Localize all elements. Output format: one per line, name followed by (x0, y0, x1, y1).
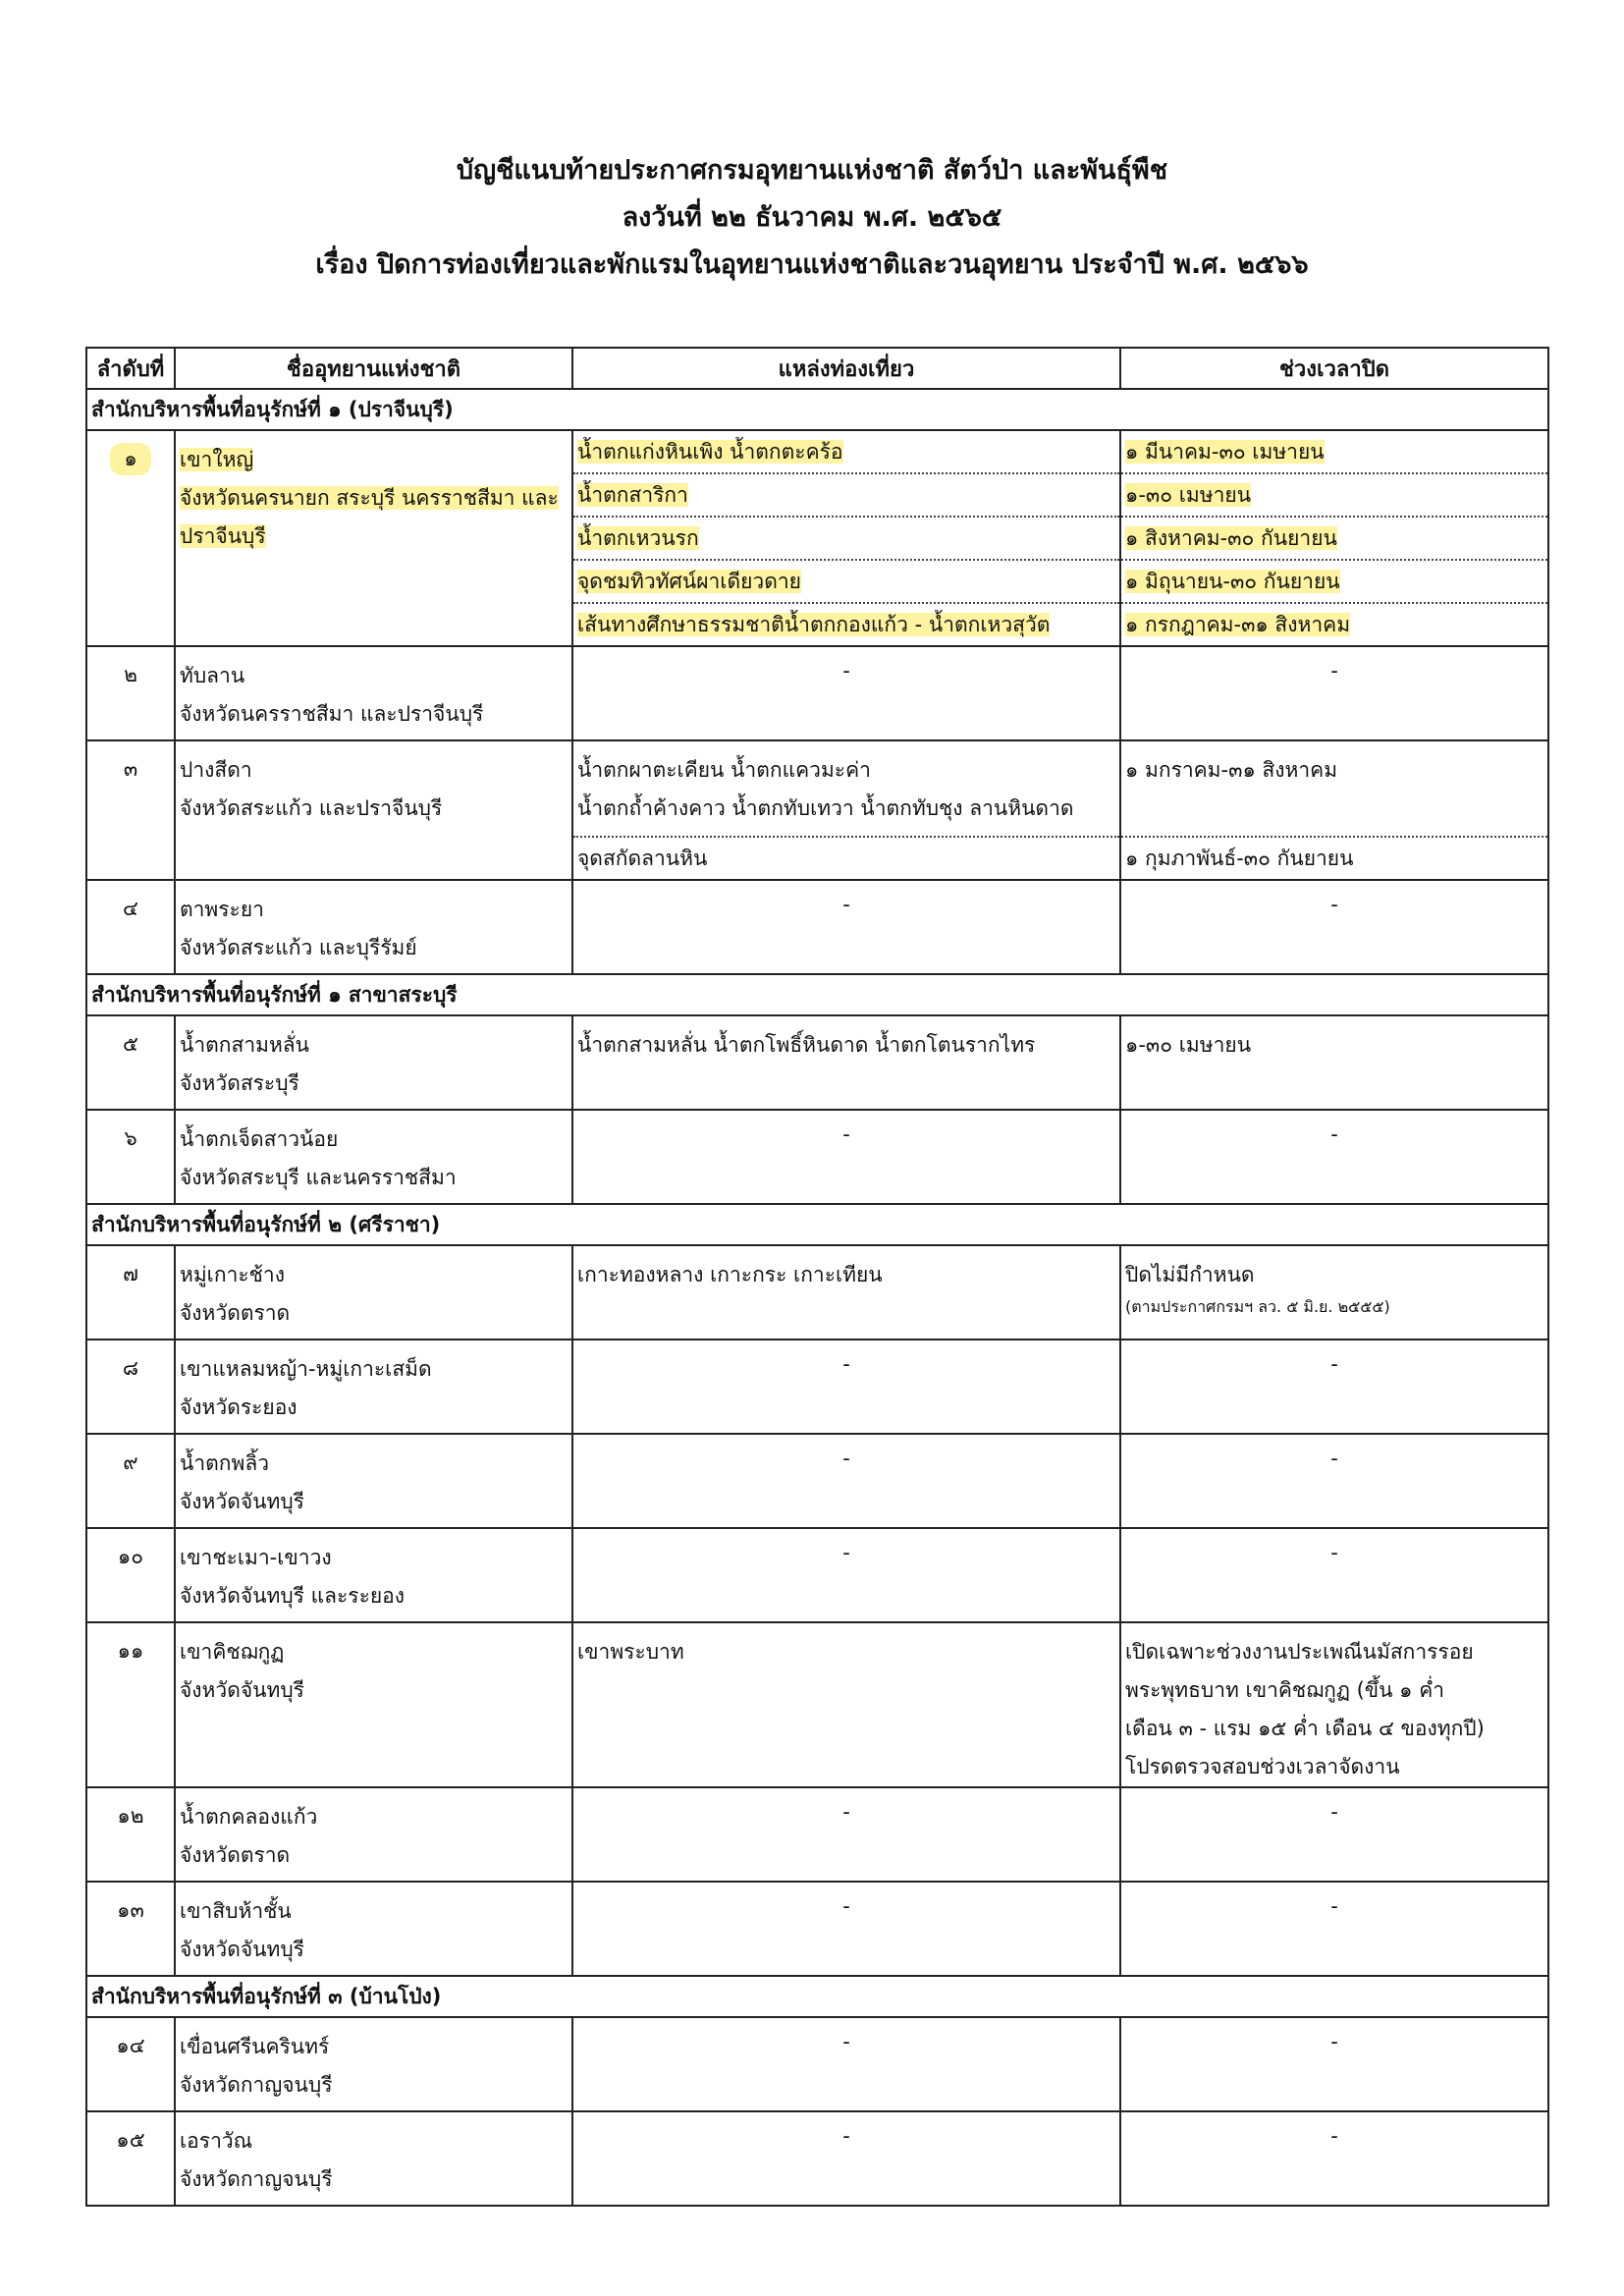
empty-dash: - (842, 1447, 850, 1470)
section-1: สำนักบริหารพื้นที่อนุรักษ์ที่ ๑ (ปราจีนบุรี) (86, 389, 1548, 430)
header-no: ลำดับที่ (86, 348, 175, 389)
table-row (86, 1339, 1548, 1434)
closure-period: ๑-๓๐ เมษายน (1120, 1015, 1548, 1110)
row-number: ๓ (123, 757, 138, 781)
park-province: จังหวัดตราด (180, 1301, 291, 1325)
attraction-item: น้ำตกผาตะเคียน น้ำตกแควมะค่า (577, 758, 871, 782)
park-name: หมู่เกาะช้าง (180, 1263, 285, 1286)
table-row (86, 1015, 1548, 1110)
closure-period: ปิดไม่มีกำหนด (1125, 1263, 1255, 1286)
park-name: เขาสิบห้าชั้น (180, 1899, 292, 1923)
empty-dash: - (842, 1800, 850, 1824)
attraction-item: เกาะทองหลาง เกาะกระ เกาะเทียน (572, 1245, 1120, 1339)
empty-dash: - (1330, 659, 1338, 683)
table-row (86, 1434, 1548, 1528)
park-province: จังหวัดสระบุรี และนครราชสีมา (180, 1166, 457, 1189)
park-name: ทับลาน (180, 664, 245, 687)
title-line-3: เรื่อง ปิดการท่องเที่ยวและพักแรมในอุทยานแห่งชาติและวนอุทยาน ประจำปี พ.ศ. ๒๕๖๖ (315, 249, 1309, 280)
park-name: เขื่อนศรีนครินทร์ (180, 2035, 330, 2058)
section-2: สำนักบริหารพื้นที่อนุรักษ์ที่ ๑ สาขาสระบุรี (86, 974, 1548, 1015)
closure-period: ๑ มีนาคม-๓๐ เมษายน (1125, 440, 1325, 464)
row-number: ๖ (124, 1126, 137, 1150)
row-number: ๑๔ (116, 2034, 145, 2057)
closure-period: ๑ กรกฎาคม-๓๑ สิงหาคม (1125, 613, 1351, 636)
row-number: ๑ (110, 443, 150, 475)
row-number: ๑๒ (117, 1804, 144, 1828)
table-row (86, 1882, 1548, 1976)
attraction-item: เส้นทางศึกษาธรรมชาติน้ำตกกองแก้ว - น้ำตกเหวสุวัต (577, 613, 1051, 636)
empty-dash: - (1330, 1447, 1338, 1470)
empty-dash: - (842, 1122, 850, 1146)
document-title (0, 147, 1624, 289)
title-line-1: บัญชีแนบท้ายประกาศกรมอุทยานแห่งชาติ สัตว์ป่า และพันธุ์พืช (456, 155, 1168, 186)
park-province: จังหวัดนครนายก สระบุรี นครราชสีมา และ (180, 486, 559, 510)
park-name: เขาคิชฌกูฏ (180, 1640, 285, 1664)
row-number: ๔ (123, 897, 138, 920)
attraction-item: จุดสกัดลานหิน (577, 847, 708, 870)
table-row (86, 1622, 1548, 1787)
row-number: ๑๐ (117, 1545, 144, 1568)
park-name: น้ำตกเจ็ดสาวน้อย (180, 1127, 339, 1151)
table-row (86, 646, 1548, 740)
park-province: จังหวัดจันทบุรี (180, 1938, 304, 1961)
closure-period: โปรดตรวจสอบช่วงเวลาจัดงาน (1125, 1755, 1400, 1778)
attraction-item: น้ำตกสาริกา (577, 483, 688, 507)
closure-period: เดือน ๓ - แรม ๑๕ ค่ำ เดือน ๔ ของทุกปี) (1125, 1717, 1485, 1740)
section-row (86, 1204, 1548, 1245)
closure-period: ๑-๓๐ เมษายน (1125, 483, 1252, 507)
park-name: เขาแหลมหญ้า-หมู่เกาะเสม็ด (180, 1357, 432, 1381)
closure-table (85, 347, 1549, 2207)
closure-period: พระพุทธบาท เขาคิชฌกูฏ (ขึ้น ๑ ค่ำ (1125, 1678, 1445, 1702)
park-name: เขาชะเมา-เขาวง (180, 1546, 332, 1569)
attraction-item: น้ำตกเหวนรก (577, 526, 699, 550)
attraction-item: น้ำตกถ้ำค้างคาว น้ำตกทับเทวา น้ำตกทับชุง ลานหินดาด (577, 796, 1074, 820)
section-row (86, 389, 1548, 430)
table-row (86, 1787, 1548, 1882)
empty-dash: - (842, 1352, 850, 1376)
header-park: ชื่ออุทยานแห่งชาติ (175, 348, 572, 389)
empty-dash: - (1330, 2030, 1338, 2053)
park-province: จังหวัดระยอง (180, 1395, 298, 1419)
section-row (86, 1976, 1548, 2017)
park-name: เขาใหญ่ (180, 448, 254, 471)
empty-dash: - (1330, 1352, 1338, 1376)
table-row (86, 1528, 1548, 1622)
empty-dash: - (842, 2124, 850, 2148)
row-number: ๙ (123, 1450, 138, 1474)
park-name: น้ำตกคลองแก้ว (180, 1805, 318, 1829)
empty-dash: - (1330, 2124, 1338, 2148)
park-name: ปางสีดา (180, 758, 252, 782)
closure-period: ๑ มิถุนายน-๓๐ กันยายน (1125, 570, 1340, 593)
row-number: ๘ (122, 1356, 139, 1380)
closure-period: ๑ กุมภาพันธ์-๓๐ กันยายน (1125, 847, 1354, 870)
section-3: สำนักบริหารพื้นที่อนุรักษ์ที่ ๒ (ศรีราชา) (86, 1204, 1548, 1245)
attraction-item: เขาพระบาท (572, 1622, 1120, 1787)
closure-note: (ตามประกาศกรมฯ ลว. ๕ มิ.ย. ๒๕๕๕) (1125, 1297, 1390, 1316)
closure-period: ๑ สิงหาคม-๓๐ กันยายน (1125, 526, 1337, 550)
park-province: จังหวัดสระแก้ว และปราจีนบุรี (180, 796, 443, 820)
section-row (86, 974, 1548, 1015)
row-number: ๑๓ (117, 1898, 144, 1922)
park-province: จังหวัดจันทบุรี และระยอง (180, 1584, 406, 1608)
empty-dash: - (1330, 1122, 1338, 1146)
table-row (86, 430, 1548, 646)
park-province-cont: ปราจีนบุรี (180, 524, 266, 548)
empty-dash: - (842, 2030, 850, 2053)
park-province: จังหวัดนครราชสีมา และปราจีนบุรี (180, 702, 484, 726)
header-row (86, 348, 1548, 389)
header-attraction: แหล่งท่องเที่ยว (572, 348, 1120, 389)
row-number: ๗ (123, 1262, 138, 1285)
park-name: น้ำตกพลิ้ว (180, 1451, 270, 1475)
table-row (86, 2111, 1548, 2206)
park-province: จังหวัดจันทบุรี (180, 1678, 304, 1702)
row-number: ๑๕ (116, 2128, 145, 2152)
header-period: ช่วงเวลาปิด (1120, 348, 1548, 389)
park-province: จังหวัดกาญจนบุรี (180, 2073, 333, 2097)
row-number: ๒ (124, 663, 137, 686)
row-number: ๕ (123, 1032, 138, 1056)
table-row (86, 880, 1548, 974)
closure-period: ๑ มกราคม-๓๑ สิงหาคม (1125, 758, 1338, 782)
table-row (86, 740, 1548, 880)
park-province: จังหวัดสระแก้ว และบุรีรัมย์ (180, 936, 417, 959)
section-4: สำนักบริหารพื้นที่อนุรักษ์ที่ ๓ (บ้านโป่ง) (86, 1976, 1548, 2017)
empty-dash: - (842, 893, 850, 916)
row-number: ๑๑ (117, 1639, 144, 1663)
park-province: จังหวัดสระบุรี (180, 1071, 299, 1095)
empty-dash: - (842, 1894, 850, 1918)
empty-dash: - (842, 659, 850, 683)
attraction-item: น้ำตกแก่งหินเพิง น้ำตกตะคร้อ (577, 440, 843, 464)
title-line-2: ลงวันที่ ๒๒ ธันวาคม พ.ศ. ๒๕๖๕ (622, 202, 1002, 233)
closure-period: เปิดเฉพาะช่วงงานประเพณีนมัสการรอย (1125, 1640, 1474, 1664)
table-row (86, 1245, 1548, 1339)
park-name: ตาพระยา (180, 898, 264, 921)
park-province: จังหวัดตราด (180, 1843, 291, 1867)
table-row (86, 2017, 1548, 2111)
empty-dash: - (1330, 1894, 1338, 1918)
table-row (86, 1110, 1548, 1204)
empty-dash: - (1330, 1541, 1338, 1564)
empty-dash: - (842, 1541, 850, 1564)
attraction-item: จุดชมทิวทัศน์ผาเดียวดาย (577, 570, 801, 593)
park-name: เอราวัณ (180, 2129, 253, 2153)
empty-dash: - (1330, 893, 1338, 916)
park-name: น้ำตกสามหลั่น (180, 1033, 310, 1057)
attraction-item: น้ำตกสามหลั่น น้ำตกโพธิ์หินดาด น้ำตกโตนรากไทร (572, 1015, 1120, 1110)
empty-dash: - (1330, 1800, 1338, 1824)
park-province: จังหวัดจันทบุรี (180, 1490, 304, 1513)
park-province: จังหวัดกาญจนบุรี (180, 2167, 333, 2191)
